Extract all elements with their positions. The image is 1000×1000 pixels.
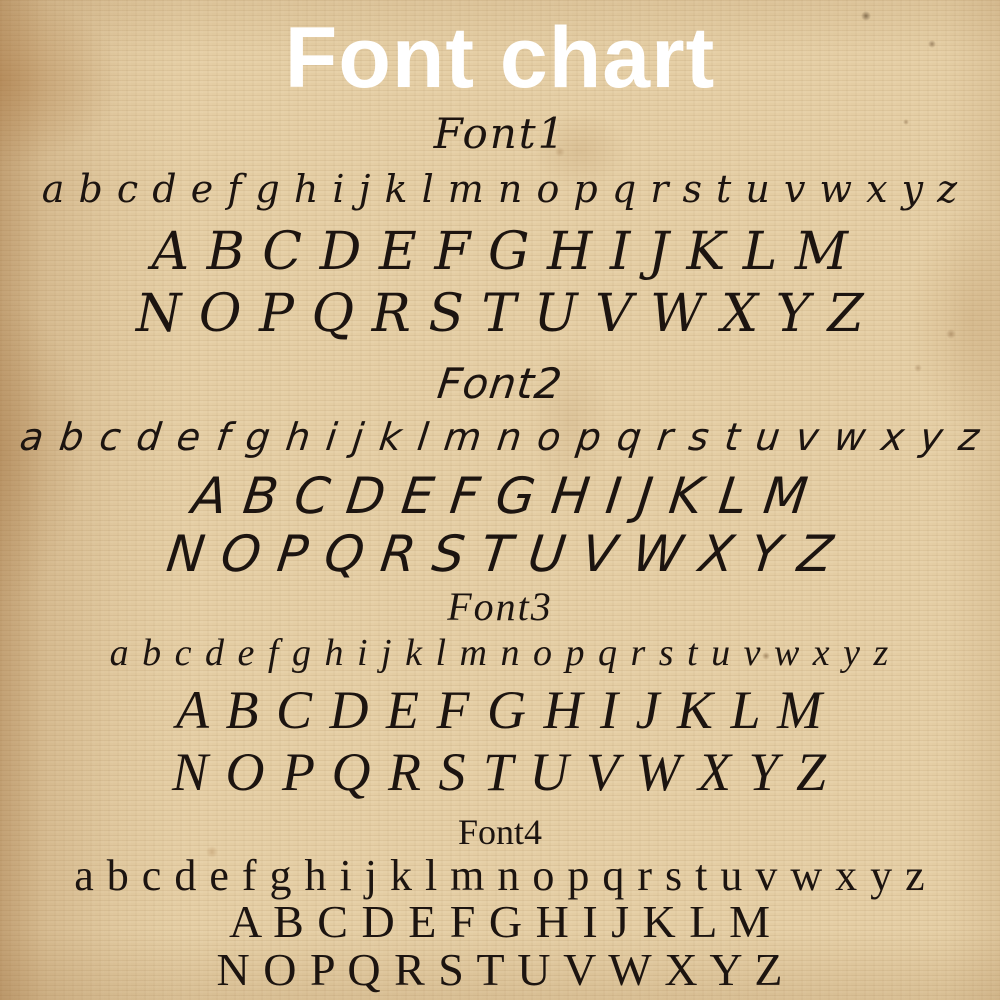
font3-lowercase-row: a b c d e f g h i j k l m n o p q r s t u v w x y z: [109, 632, 891, 675]
font1-label: Font1: [433, 108, 567, 158]
font1-uppercase-row-1: A B C D E F G H I J K L M: [151, 222, 849, 283]
font2-uppercase-row-2: N O P Q R S T U V W X Y Z: [163, 525, 837, 584]
font1-uppercase-row-2: N O P Q R S T U V W X Y Z: [135, 283, 865, 344]
font4-uppercase-row-1: A B C D E F G H I J K L M: [228, 896, 772, 948]
page-title: Font chart: [284, 10, 716, 106]
font2-lowercase-row: a b c d e f g h i j k l m n o p q r s t u v w x y z: [17, 415, 983, 460]
font3-uppercase-row-1: A B C D E F G H I J K L M: [176, 679, 824, 740]
font2-section: [0, 361, 1000, 583]
font4-uppercase-row-2: N O P Q R S T U V W X Y Z: [216, 944, 784, 996]
font2-label: Font2: [434, 359, 566, 409]
font3-section: [0, 585, 1000, 803]
font3-label: Font3: [447, 584, 553, 630]
font4-section: [0, 811, 1000, 995]
font1-lowercase-row: a b c d e f g h i j k l m n o p q r s t u v w x y z: [41, 167, 959, 212]
font4-label: Font4: [457, 811, 543, 852]
font3-uppercase-row-2: N O P Q R S T U V W X Y Z: [171, 741, 829, 802]
font4-lowercase-row: a b c d e f g h i j k l m n o p q r s t u v w x y z: [74, 851, 926, 901]
font1-section: [0, 108, 1000, 345]
font2-uppercase-row-1: A B C D E F G H I J K L M: [188, 467, 812, 526]
